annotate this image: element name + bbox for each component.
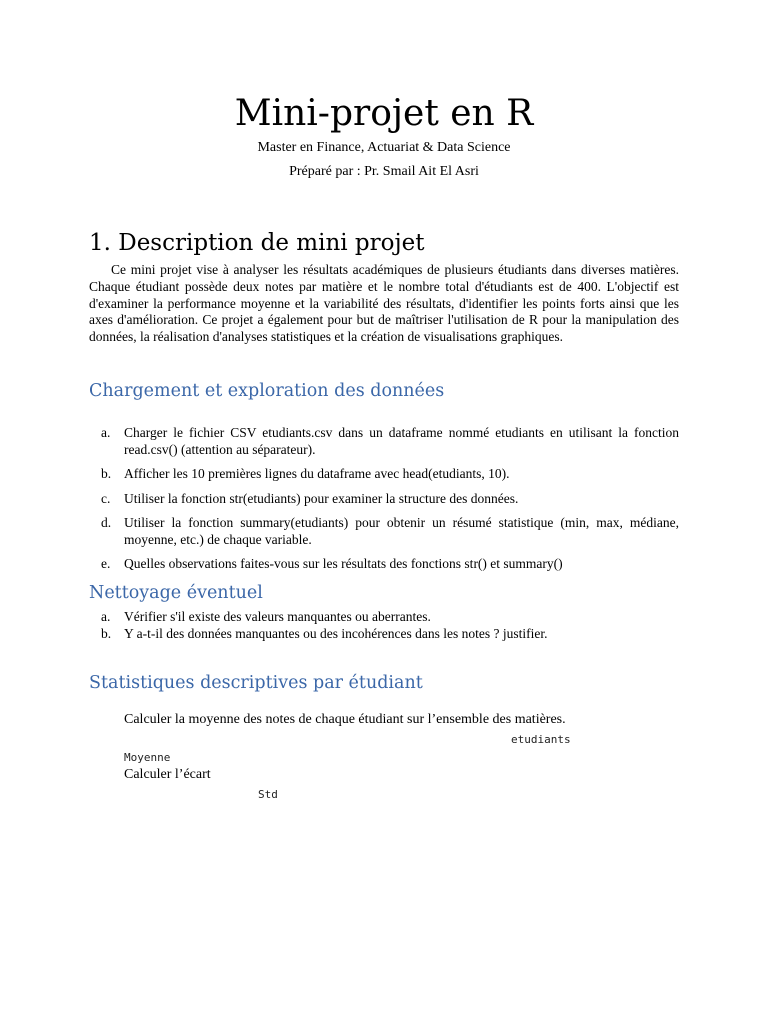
list-item-text: Utiliser la fonction str(etudiants) pour examiner la structure des données.: [124, 490, 519, 506]
cleaning-task-list: [89, 609, 679, 642]
list-marker: a.: [101, 609, 111, 624]
code-fragment-std: Std: [258, 788, 278, 801]
list-marker: d.: [101, 515, 112, 530]
list-item: [89, 491, 679, 508]
stats-instruction-std: Calculer l’écart: [124, 767, 211, 782]
list-item: [89, 556, 679, 573]
list-marker: e.: [101, 556, 111, 571]
stats-instruction-mean: Calculer la moyenne des notes de chaque étudiant sur l’ensemble des matières.: [124, 712, 566, 727]
list-item-text: Y a-t-il des données manquantes ou des incohérences dans les notes ? justifier.: [124, 625, 548, 641]
list-item: [89, 515, 679, 548]
section-heading-stats: Statistiques descriptives par étudiant: [89, 673, 423, 693]
document-title: Mini-projet en R: [234, 93, 534, 134]
program-subtitle: Master en Finance, Actuariat & Data Science: [257, 140, 511, 155]
list-marker: b.: [101, 466, 112, 481]
list-item: [89, 466, 679, 483]
author-subtitle: Préparé par : Pr. Smail Ait El Asri: [289, 164, 479, 179]
code-fragment-moyenne: Moyenne: [124, 751, 171, 764]
list-item-text: Vérifier s'il existe des valeurs manquantes ou aberrantes.: [124, 609, 431, 624]
list-item: [89, 425, 679, 458]
section-heading-loading: Chargement et exploration des données: [89, 381, 445, 401]
code-fragment-etudiants: etudiants: [511, 733, 571, 746]
list-item: [89, 626, 679, 643]
list-item-text: Quelles observations faites-vous sur les résultats des fonctions str() et summary(): [124, 556, 563, 571]
list-marker: b.: [101, 625, 112, 641]
section-heading-cleaning: Nettoyage éventuel: [89, 583, 263, 603]
description-paragraph: Ce mini projet vise à analyser les résultats académiques de plusieurs étudiants dans diverses matières. Chaque étudiant possède deux notes par matière et le nombre total d'étudiants est de 400. L'objectif est d'examiner la performance moyenne et la variabilité des résultats, d'identifier les points forts ainsi que les axes d'amélioration. Ce projet a également pour but de maîtriser l'utilisation de R pour la manipulation des données, la réalisation d'analyses statistiques et la création de visualisations graphiques.: [89, 262, 679, 345]
loading-task-list: [89, 425, 679, 581]
list-marker: c.: [101, 490, 111, 506]
section-heading-description: 1. Description de mini projet: [89, 230, 425, 256]
list-item: [89, 609, 679, 626]
list-item-text: Charger le fichier CSV etudiants.csv dans un dataframe nommé etudiants en utilisant la fonction read.csv() (attention au séparateur).: [124, 425, 679, 457]
list-marker: a.: [101, 425, 111, 440]
list-item-text: Utiliser la fonction summary(etudiants) pour obtenir un résumé statistique (min, max, médiane, moyenne, etc.) de chaque variable.: [124, 515, 679, 547]
list-item-text: Afficher les 10 premières lignes du dataframe avec head(etudiants, 10).: [124, 466, 510, 481]
